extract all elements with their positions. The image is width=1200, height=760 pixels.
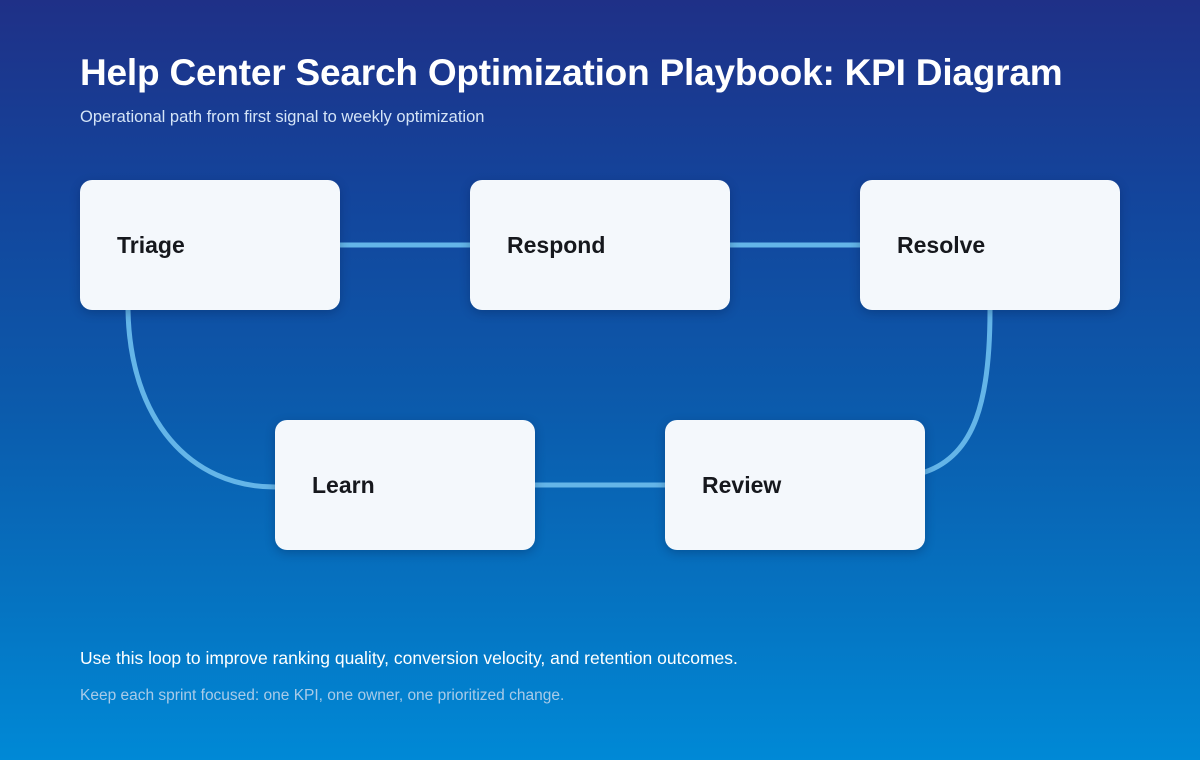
node-triage[interactable] bbox=[80, 180, 340, 310]
node-respond-label: Respond bbox=[507, 231, 606, 258]
page-title: Help Center Search Optimization Playbook: KPI Diagram bbox=[80, 52, 1063, 93]
node-resolve-label: Resolve bbox=[897, 231, 986, 258]
node-learn-label: Learn bbox=[312, 471, 375, 498]
page-subtitle: Operational path from first signal to weekly optimization bbox=[80, 108, 485, 126]
node-resolve[interactable] bbox=[860, 180, 1120, 310]
node-review-label: Review bbox=[702, 471, 782, 498]
footer-secondary-text: Keep each sprint focused: one KPI, one owner, one prioritized change. bbox=[80, 687, 565, 704]
edge-resolve-review bbox=[925, 310, 990, 472]
node-review[interactable] bbox=[665, 420, 925, 550]
footer-primary-text: Use this loop to improve ranking quality, conversion velocity, and retention outcomes. bbox=[80, 648, 738, 668]
node-respond[interactable] bbox=[470, 180, 730, 310]
node-triage-label: Triage bbox=[117, 231, 185, 258]
node-learn[interactable] bbox=[275, 420, 535, 550]
edge-learn-triage bbox=[128, 310, 275, 487]
